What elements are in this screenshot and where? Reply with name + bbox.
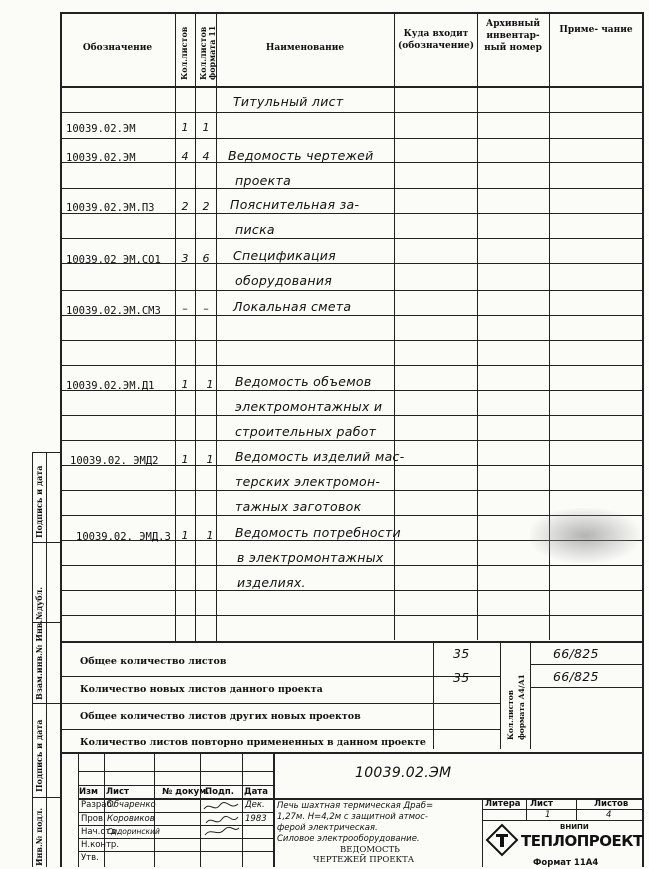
summary-new-format: 66/825 <box>553 669 599 684</box>
teploproekt-logo-icon <box>485 823 519 857</box>
project-code: 10039.02.ЭМ <box>355 765 452 781</box>
list-label: Лист <box>530 799 553 809</box>
summary-format-label: Кол.листов формата А4/А1 <box>506 674 526 740</box>
grid-line <box>60 290 643 291</box>
title-line: ЧЕРТЕЖЕЙ ПРОЕКТА <box>313 855 415 865</box>
margin-podpis-data-top: Подпись и дата <box>34 465 44 538</box>
row-name-line: Локальная смета <box>233 299 352 314</box>
name: Обчаренко <box>107 800 156 810</box>
summary-total-value: 35 <box>453 646 470 661</box>
row-kol-listov: – <box>182 302 188 315</box>
row-name-line: тажных заготовок <box>235 499 362 514</box>
row-kol-listov: 1 <box>181 378 189 391</box>
signature-image <box>202 799 242 839</box>
row-name-line: Пояснительная за- <box>230 197 360 212</box>
row-kol-format: 1 <box>202 121 210 134</box>
row-code: 10039.02.ЭМ <box>66 152 136 164</box>
name: Коровиков <box>107 814 155 824</box>
row-kol-format: – <box>203 302 209 315</box>
col-header-oboznachenie: Обозначение <box>82 43 153 53</box>
row-name-line: оборудования <box>235 273 333 288</box>
name: Сидоринский <box>107 827 160 836</box>
listov-label: Листов <box>594 799 629 809</box>
row-code: 10039.02. ЭМД.3 <box>76 531 171 543</box>
row-name-line: Спецификация <box>233 248 336 263</box>
org-name: ТЕПЛОПРОЕКТ <box>521 832 643 850</box>
margin-vzam-inv: Взам.инв.№ Инв.№дубл. <box>34 586 44 700</box>
row-kol-format: 4 <box>202 150 210 163</box>
grid-line <box>60 340 643 341</box>
row-code: 10039.02.ЭМ.Д1 <box>66 380 155 392</box>
row-code: 10039.02.ЭМ.СМ3 <box>66 305 161 317</box>
summary-reused-label: Количество листов повторно примененных в данном проекте <box>80 737 426 748</box>
summary-total-label: Общее количество листов <box>80 656 227 667</box>
row-kol-listov: 1 <box>181 529 189 542</box>
grid-line <box>60 615 643 616</box>
grid-line <box>60 565 643 566</box>
col-date: Дата <box>244 787 268 797</box>
role: Н.контр. <box>81 840 120 850</box>
col-list: Лист <box>106 787 129 797</box>
list-value: 1 <box>545 810 551 820</box>
grid-line <box>60 440 643 441</box>
col-podp: Подп. <box>205 787 234 797</box>
row-code: 10039.02. ЭМД2 <box>70 455 159 467</box>
litera-label: Литера <box>485 799 521 809</box>
grid-line <box>60 490 643 491</box>
row-name-line: писка <box>235 222 275 237</box>
summary-total-format: 66/825 <box>553 646 599 661</box>
row-name-line: Ведомость изделий мас- <box>235 449 405 464</box>
row-kol-format: 2 <box>202 200 210 213</box>
row-kol-format: 1 <box>206 453 214 466</box>
role: Нач.отд. <box>81 827 120 837</box>
title-line: ВЕДОМОСТЬ <box>340 845 400 855</box>
grid-line <box>60 590 643 591</box>
col-header-primechanie: Приме- чание <box>559 25 633 35</box>
role: Утв. <box>81 853 99 863</box>
summary-new-value: 35 <box>453 670 470 685</box>
org-small: ВНИПИ <box>560 823 589 831</box>
description-line: 1,27м. Н=4,2м с защитной атмос- <box>277 812 428 822</box>
col-header-naimenovanie: Наименование <box>265 43 345 53</box>
row-name-line: электромонтажных и <box>235 399 383 414</box>
row-name-line: проекта <box>235 173 292 188</box>
row-name-line: в электромонтажных <box>237 550 384 565</box>
row-name-line: Ведомость потребности <box>235 525 401 540</box>
row-name-line: изделиях. <box>237 575 306 590</box>
listov-value: 4 <box>606 810 612 820</box>
date-year: 1983 <box>245 814 267 824</box>
row-code: 10039.02.ЭМ.ПЗ <box>66 202 155 214</box>
margin-inv-podl: Инв.№ подл. <box>34 807 44 866</box>
row-code: 10039.02.ЭМ <box>66 123 136 135</box>
row-kol-listov: 2 <box>181 200 189 213</box>
grid-line <box>60 138 643 139</box>
col-doc: № докум. <box>162 787 210 797</box>
row-name-line: Ведомость объемов <box>235 374 372 389</box>
summary-new-label: Количество новых листов данного проекта <box>80 684 323 695</box>
description-line: Силовое электрооборудование. <box>277 834 420 844</box>
grid-line <box>60 365 643 366</box>
row-kol-format: 1 <box>206 378 214 391</box>
row-kol-listov: 1 <box>181 121 189 134</box>
paper-stain <box>530 508 640 563</box>
row-kol-listov: 4 <box>181 150 189 163</box>
col-izm: Изм <box>79 787 99 797</box>
role: Пров. <box>81 814 106 824</box>
row-code: 10039.02 ЭМ.СО1 <box>66 254 161 266</box>
col-header-arhivny: Архивный инвентар- ный номер <box>484 19 542 53</box>
row-name-line: терских электромон- <box>235 474 381 489</box>
row-name-line: строительных работ <box>235 424 377 439</box>
grid-line <box>60 415 643 416</box>
margin-podpis-data-bottom: Подпись и дата <box>34 719 44 792</box>
row-name-line: Ведомость чертежей <box>228 148 374 163</box>
grid-line <box>60 188 643 189</box>
role: Разраб. <box>81 800 115 810</box>
col-header-kol-listov-format: Кол.листов формата 11 <box>198 25 217 80</box>
col-header-kol-listov: Кол.листов <box>179 26 189 80</box>
date-month: Дек. <box>245 800 265 810</box>
row-name-line: Титульный лист <box>233 94 344 109</box>
format-label: Формат 11А4 <box>533 858 599 868</box>
row-kol-format: 1 <box>206 529 214 542</box>
row-kol-format: 6 <box>202 252 210 265</box>
summary-other-label: Общее количество листов других новых проектов <box>80 711 361 722</box>
row-kol-listov: 3 <box>181 252 189 265</box>
grid-line <box>60 238 643 239</box>
col-header-kuda-vhodit: Куда входит (обозначение) <box>398 29 474 51</box>
description-line: ферой электрическая. <box>277 823 378 833</box>
row-kol-listov: 1 <box>181 453 189 466</box>
grid-line <box>60 112 643 113</box>
description-line: Печь шахтная термическая Драб= <box>277 801 434 811</box>
